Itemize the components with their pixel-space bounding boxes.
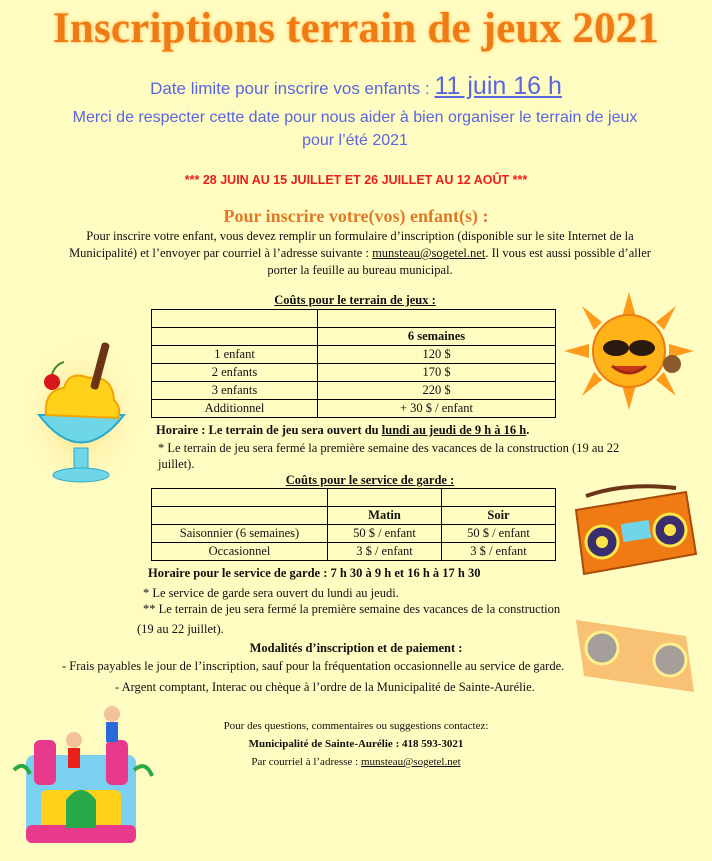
ice-cream-icon bbox=[14, 330, 149, 500]
row-value: 3 $ / enfant bbox=[442, 543, 556, 561]
schedule-text: Le terrain de jeu sera ouvert du bbox=[208, 423, 382, 437]
row-value: 50 $ / enfant bbox=[328, 525, 442, 543]
deadline-label: Date limite pour inscrire vos enfants : bbox=[150, 79, 435, 98]
row-value: 170 $ bbox=[318, 364, 556, 382]
deadline bbox=[0, 72, 712, 101]
row-value: + 30 $ / enfant bbox=[318, 400, 556, 418]
table-row bbox=[152, 346, 556, 364]
row-value: 3 $ / enfant bbox=[328, 543, 442, 561]
table-row bbox=[152, 328, 556, 346]
garde-note: * Le service de garde sera ouvert du lundi au jeudi. bbox=[143, 586, 399, 600]
schedule-terrain bbox=[156, 423, 529, 438]
construction-note: * Le terrain de jeu sera fermé la première semaine des vacances de la construction (19 au 22 juillet). bbox=[158, 441, 620, 471]
contact-org: Municipalité de Sainte-Aurélie bbox=[248, 738, 393, 750]
inscription-heading: Pour inscrire votre(vos) enfant(s) : bbox=[223, 206, 489, 226]
construction-note-2-dates: (19 au 22 juillet). bbox=[137, 622, 224, 636]
contact-email-label: Par courriel à l’adresse : bbox=[251, 756, 361, 768]
row-label: Saisonnier (6 semaines) bbox=[152, 525, 328, 543]
garde-header-soir: Soir bbox=[442, 507, 556, 525]
schedule-end: . bbox=[526, 423, 530, 437]
page-title: Inscriptions terrain de jeux 2021 bbox=[52, 5, 660, 52]
boombox-icon bbox=[566, 484, 702, 580]
table-cell bbox=[152, 489, 328, 507]
table-cell bbox=[318, 310, 556, 328]
table-cell bbox=[152, 507, 328, 525]
table-row bbox=[152, 489, 556, 507]
table-row bbox=[152, 382, 556, 400]
modalites-item: - Argent comptant, Interac ou chèque à l’ordre de la Municipalité de Sainte-Aurélie. bbox=[115, 680, 535, 694]
row-value: 50 $ / enfant bbox=[442, 525, 556, 543]
deadline-date: 11 juin 16 h bbox=[434, 72, 562, 100]
table-row bbox=[152, 507, 556, 525]
row-label: 2 enfants bbox=[152, 364, 318, 382]
schedule-hours: lundi au jeudi de 9 h à 16 h bbox=[381, 423, 527, 437]
table-row bbox=[152, 525, 556, 543]
modalites-title: Modalités d’inscription et de paiement : bbox=[249, 641, 463, 655]
table-cell bbox=[328, 489, 442, 507]
table-row bbox=[152, 310, 556, 328]
sun-icon bbox=[564, 292, 694, 410]
table-cell bbox=[152, 328, 318, 346]
schedule-garde: Horaire pour le service de garde : 7 h 30 à 9 h et 16 h à 17 h 30 bbox=[148, 566, 481, 580]
table-row bbox=[152, 400, 556, 418]
schedule-label: Horaire : bbox=[156, 423, 209, 437]
row-value: 220 $ bbox=[318, 382, 556, 400]
modalites-item: - Frais payables le jour de l’inscription, sauf pour la fréquentation occasionnelle au service de garde. bbox=[62, 659, 565, 673]
respect-message: Merci de respecter cette date pour nous aider à bien organiser le terrain de jeux pour l’été 2021 bbox=[72, 109, 638, 149]
garde-header-matin: Matin bbox=[328, 507, 442, 525]
email-link[interactable]: munsteau@sogetel.net bbox=[372, 246, 486, 260]
construction-note-2: ** Le terrain de jeu sera fermé la première semaine des vacances de la construction bbox=[143, 602, 561, 616]
costs-title: Coûts pour le terrain de jeux : bbox=[274, 293, 436, 307]
costs-header: 6 semaines bbox=[318, 328, 556, 346]
table-row bbox=[152, 543, 556, 561]
row-value: 120 $ bbox=[318, 346, 556, 364]
inscription-text-after: . Il vous est aussi possible d’aller porter la feuille au bureau municipal. bbox=[267, 246, 651, 277]
row-label: Occasionnel bbox=[152, 543, 328, 561]
contact-email-link[interactable]: munsteau@sogetel.net bbox=[361, 756, 461, 768]
session-dates: *** 28 JUIN AU 15 JUILLET ET 26 JUILLET AU 12 AOÛT *** bbox=[184, 173, 528, 187]
row-label: Additionnel bbox=[152, 400, 318, 418]
garde-title: Coûts pour le service de garde : bbox=[285, 473, 455, 487]
row-label: 1 enfant bbox=[152, 346, 318, 364]
bouncy-castle-icon bbox=[6, 700, 156, 850]
contact-intro: Pour des questions, commentaires ou suggestions contactez: bbox=[223, 720, 489, 732]
inscription-text-before: Pour inscrire votre enfant, vous devez remplir un formulaire d’inscription (disponible sur le site Internet de la Municipalité) et l’envoyer par courriel à l’adresse suivante : bbox=[69, 229, 634, 260]
row-label: 3 enfants bbox=[152, 382, 318, 400]
garde-table bbox=[151, 488, 556, 561]
contact-phone: : 418 593-3021 bbox=[392, 738, 464, 750]
table-cell bbox=[152, 310, 318, 328]
table-cell bbox=[442, 489, 556, 507]
costs-table bbox=[151, 309, 556, 418]
table-row bbox=[152, 364, 556, 382]
boombox-reflection-icon bbox=[566, 614, 702, 700]
inscription-text bbox=[60, 228, 660, 279]
